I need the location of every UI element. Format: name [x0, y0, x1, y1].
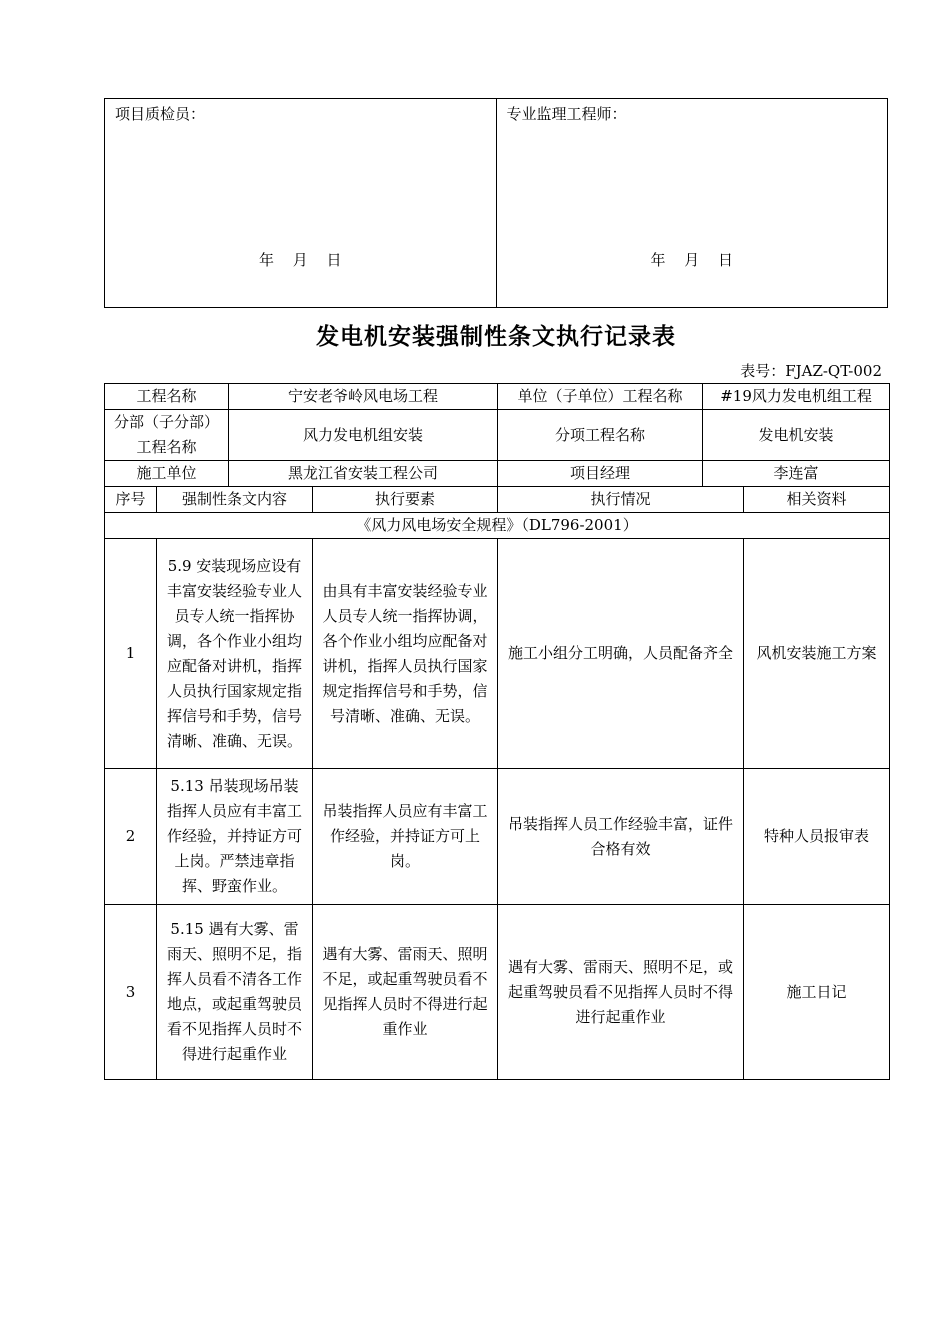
unit-name-value: #19风力发电机组工程 [703, 384, 890, 410]
col-header-status: 执行情况 [498, 487, 744, 513]
quality-inspector-label: 项目质检员： [115, 105, 206, 123]
supervisor-date: 年 月 日 [650, 251, 734, 269]
standard-title: 《风力风电场安全规程》（DL796-2001） [105, 513, 890, 539]
execution-status: 施工小组分工明确，人员配备齐全 [498, 539, 744, 769]
division-value: 风力发电机组安装 [229, 410, 498, 461]
execution-element: 遇有大雾、雷雨天、照明不足，或起重驾驶员看不见指挥人员时不得进行起重作业 [313, 905, 498, 1080]
division-label: 分部（子分部） 工程名称 [105, 410, 229, 461]
row-number: 1 [105, 539, 157, 769]
execution-element: 吊装指挥人员应有丰富工作经验，并持证方可上岗。 [313, 769, 498, 905]
execution-status: 遇有大雾、雷雨天、照明不足，或起重驾驶员看不见指挥人员时不得进行起重作业 [498, 905, 744, 1080]
clause-content: 5.15 遇有大雾、雷雨天、照明不足，指挥人员看不清各工作地点，或起重驾驶员看不见指挥人员时不得进行起重作业 [157, 905, 313, 1080]
project-name-label: 工程名称 [105, 384, 229, 410]
contractor-value: 黑龙江省安装工程公司 [229, 461, 498, 487]
signature-box [104, 98, 888, 308]
col-header-clause: 强制性条文内容 [157, 487, 313, 513]
quality-inspector-date: 年 月 日 [258, 251, 342, 269]
table-row [105, 539, 890, 769]
supervisor-label: 专业监理工程师： [506, 105, 627, 123]
column-header-row [105, 487, 890, 513]
supervisor-cell [496, 99, 888, 307]
execution-status: 吊装指挥人员工作经验丰富，证件合格有效 [498, 769, 744, 905]
info-row-division [105, 410, 890, 461]
document-title: 发电机安装强制性条文执行记录表 [316, 323, 676, 350]
col-header-element: 执行要素 [313, 487, 498, 513]
item-name-value: 发电机安装 [703, 410, 890, 461]
info-row-project [105, 384, 890, 410]
project-name-value: 宁安老爷岭风电场工程 [229, 384, 498, 410]
quality-inspector-cell [105, 99, 496, 307]
project-manager-value: 李连富 [703, 461, 890, 487]
clause-content: 5.13 吊装现场吊装指挥人员应有丰富工作经验，并持证方可上岗。严禁违章指挥、野蛮作业。 [157, 769, 313, 905]
related-reference: 风机安装施工方案 [744, 539, 890, 769]
item-name-label: 分项工程名称 [498, 410, 703, 461]
table-row [105, 905, 890, 1080]
row-number: 3 [105, 905, 157, 1080]
project-manager-label: 项目经理 [498, 461, 703, 487]
execution-element: 由具有丰富安装经验专业人员专人统一指挥协调，各个作业小组均应配备对讲机，指挥人员执行国家规定指挥信号和手势，信号清晰、准确、无误。 [313, 539, 498, 769]
info-row-contractor [105, 461, 890, 487]
col-header-no: 序号 [105, 487, 157, 513]
related-reference: 特种人员报审表 [744, 769, 890, 905]
contractor-label: 施工单位 [105, 461, 229, 487]
table-row [105, 769, 890, 905]
related-reference: 施工日记 [744, 905, 890, 1080]
col-header-reference: 相关资料 [744, 487, 890, 513]
unit-name-label: 单位（子单位）工程名称 [498, 384, 703, 410]
standard-row [105, 513, 890, 539]
form-number: 表号：FJAZ-QT-002 [740, 362, 882, 380]
row-number: 2 [105, 769, 157, 905]
record-table [104, 383, 890, 1080]
clause-content: 5.9 安装现场应设有丰富安装经验专业人员专人统一指挥协调，各个作业小组均应配备对讲机，指挥人员执行国家规定指挥信号和手势，信号清晰、准确、无误。 [157, 539, 313, 769]
